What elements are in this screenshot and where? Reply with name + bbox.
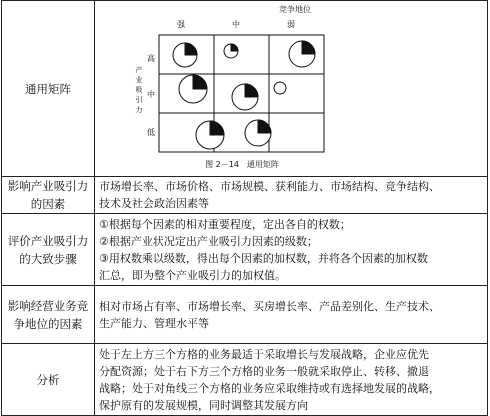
side-axis-char: 吸 bbox=[135, 85, 143, 94]
table-row bbox=[2, 1, 488, 177]
market-share-wedge bbox=[302, 41, 315, 54]
matrix-circles bbox=[173, 41, 315, 149]
side-axis-char: 引 bbox=[135, 95, 143, 104]
content-line: ③用权数乘以级数，得出每个因素的加权数，并将各个因素的加权数 bbox=[99, 251, 428, 265]
table-row bbox=[2, 214, 488, 286]
market-share-wedge bbox=[185, 43, 197, 55]
row-label-high: 高 bbox=[147, 53, 155, 63]
row-content-cell bbox=[95, 177, 488, 214]
top-axis-title: 竞争地位 bbox=[279, 4, 311, 14]
row-label-cell bbox=[2, 177, 95, 214]
content-line: 市场增长率、市场价格、市场规模、获利能力、市场结构、竞争结构、 bbox=[99, 180, 440, 193]
row-content-cell bbox=[95, 214, 488, 286]
content-line: 保护原有的发展规模，同时调整其发展方向 bbox=[99, 398, 308, 412]
row-label-cell bbox=[2, 344, 95, 416]
row-label-cell bbox=[2, 286, 95, 344]
content-line: 相对市场占有率、市场增长率、买房增长率、产品差别化、生产技术、 bbox=[99, 299, 440, 313]
row-label: 影响产业吸引力的因素 bbox=[7, 179, 89, 211]
side-axis-char: 力 bbox=[135, 105, 143, 114]
table-row bbox=[2, 286, 488, 344]
row-label: 评价产业吸引力的大致步骤 bbox=[7, 233, 89, 266]
content-line: 战略；处于对角线三个方格的业务应采取维持或有选择地发展的战略， bbox=[99, 381, 440, 395]
row-content-cell bbox=[95, 344, 488, 416]
row-label-cell bbox=[2, 1, 95, 177]
column-label-medium: 中 bbox=[232, 19, 240, 29]
business-circle bbox=[274, 82, 286, 94]
figure-cell bbox=[95, 1, 488, 177]
side-axis-char: 业 bbox=[135, 75, 143, 84]
content-line: 分配资源；处于右下方三个方格的业务一般就采取停止、转移、撤退 bbox=[99, 364, 429, 378]
content-line: ①根据每个因素的相对重要程度，定出各自的权数； bbox=[99, 217, 351, 231]
row-label: 通用矩阵 bbox=[25, 81, 71, 96]
table-row bbox=[2, 344, 488, 416]
row-label-medium: 中 bbox=[147, 89, 155, 99]
row-content-cell bbox=[95, 286, 488, 344]
side-axis-char: 产 bbox=[135, 65, 143, 74]
matrix-table bbox=[1, 0, 488, 416]
row-label: 影响经营业务竞争地位的因素 bbox=[7, 298, 89, 331]
general-matrix-figure bbox=[95, 2, 489, 176]
content-line: 技术及社会政治因素等 bbox=[99, 197, 209, 210]
content-line: 生产能力、管理水平等 bbox=[99, 316, 209, 330]
market-share-wedge bbox=[193, 75, 207, 89]
market-share-wedge bbox=[210, 121, 224, 135]
content-line: 汇总，即为整个产业吸引力的加权值。 bbox=[99, 268, 286, 282]
figure-caption: 图 2－14 通用矩阵 bbox=[205, 159, 279, 169]
table-row bbox=[2, 177, 488, 214]
content-line: 处于左上方三个方格的业务最适于采取增长与发展战略，企业应优先 bbox=[99, 347, 429, 361]
market-share-wedge bbox=[245, 84, 258, 97]
content-line: ②根据产业状况定出产业吸引力因素的级数； bbox=[99, 234, 318, 248]
row-label-low: 低 bbox=[147, 127, 155, 137]
row-label-cell bbox=[2, 214, 95, 286]
row-label: 分析 bbox=[36, 372, 60, 387]
column-label-strong: 强 bbox=[177, 19, 185, 29]
figure-container bbox=[95, 2, 487, 176]
market-share-wedge bbox=[231, 44, 238, 51]
column-label-weak: 弱 bbox=[287, 19, 295, 29]
